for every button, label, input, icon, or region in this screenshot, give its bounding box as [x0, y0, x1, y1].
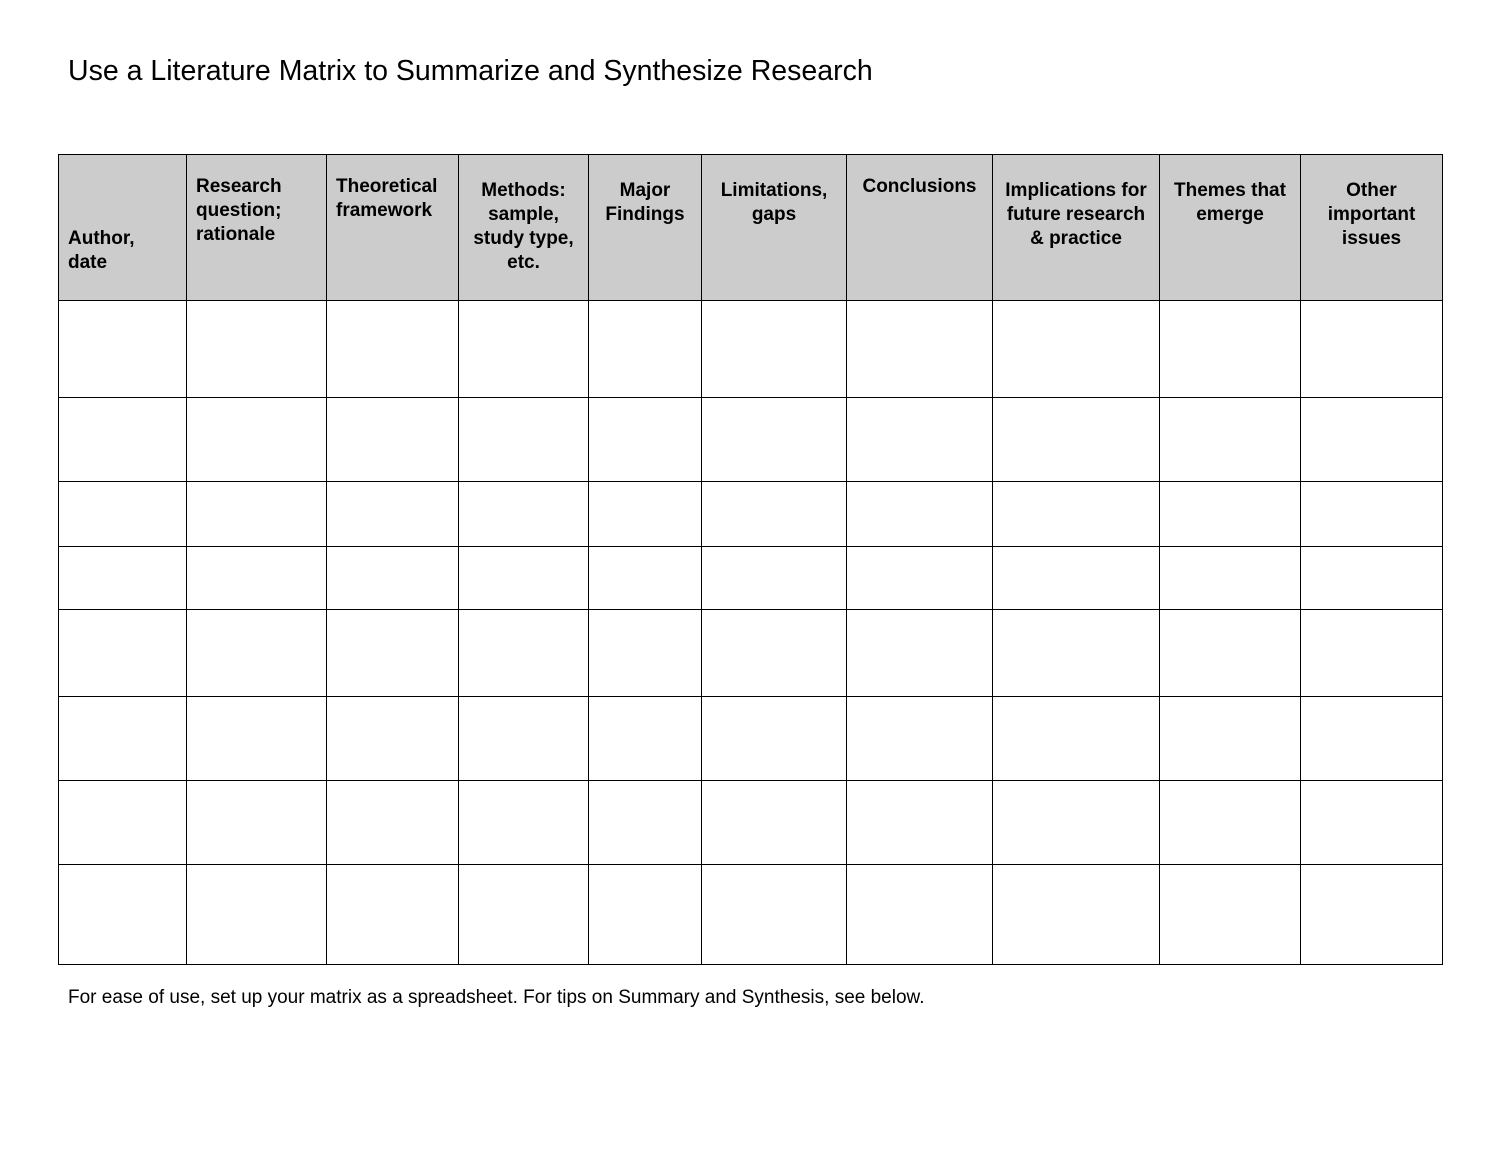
table-cell[interactable] [847, 301, 993, 398]
table-cell[interactable] [459, 547, 589, 610]
table-cell[interactable] [1301, 781, 1443, 865]
table-cell[interactable] [702, 398, 847, 482]
table-cell[interactable] [187, 610, 327, 697]
table-row [59, 547, 1443, 610]
table-cell[interactable] [327, 398, 459, 482]
table-cell[interactable] [589, 482, 702, 547]
table-cell[interactable] [327, 482, 459, 547]
table-cell[interactable] [459, 482, 589, 547]
table-cell[interactable] [327, 781, 459, 865]
table-cell[interactable] [327, 610, 459, 697]
column-header-research-question: Research question; rationale [187, 155, 327, 301]
table-cell[interactable] [187, 482, 327, 547]
table-cell[interactable] [1160, 865, 1301, 965]
table-row [59, 482, 1443, 547]
table-header-row [59, 155, 1443, 301]
table-cell[interactable] [1160, 398, 1301, 482]
table-cell[interactable] [993, 610, 1160, 697]
table-cell[interactable] [59, 865, 187, 965]
table-cell[interactable] [589, 547, 702, 610]
table-cell[interactable] [993, 697, 1160, 781]
literature-matrix-table [58, 154, 1443, 965]
table-cell[interactable] [187, 781, 327, 865]
table-cell[interactable] [993, 547, 1160, 610]
column-header-author-date: Author, date [59, 155, 187, 301]
table-cell[interactable] [59, 697, 187, 781]
table-cell[interactable] [702, 781, 847, 865]
table-cell[interactable] [1160, 482, 1301, 547]
table-cell[interactable] [1160, 547, 1301, 610]
table-cell[interactable] [847, 697, 993, 781]
column-header-implications: Implications for future research & practice [993, 155, 1160, 301]
table-cell[interactable] [589, 781, 702, 865]
table-cell[interactable] [993, 482, 1160, 547]
table-row [59, 301, 1443, 398]
table-cell[interactable] [187, 697, 327, 781]
table-cell[interactable] [1301, 301, 1443, 398]
table-cell[interactable] [589, 301, 702, 398]
column-header-themes: Themes that emerge [1160, 155, 1301, 301]
table-cell[interactable] [459, 865, 589, 965]
table-cell[interactable] [847, 865, 993, 965]
table-cell[interactable] [459, 301, 589, 398]
table-cell[interactable] [847, 610, 993, 697]
table-cell[interactable] [1160, 610, 1301, 697]
table-cell[interactable] [59, 301, 187, 398]
table-cell[interactable] [847, 781, 993, 865]
table-cell[interactable] [702, 610, 847, 697]
table-cell[interactable] [59, 482, 187, 547]
table-cell[interactable] [59, 547, 187, 610]
table-cell[interactable] [702, 865, 847, 965]
table-cell[interactable] [847, 547, 993, 610]
table-cell[interactable] [459, 398, 589, 482]
table-cell[interactable] [1160, 781, 1301, 865]
table-cell[interactable] [187, 301, 327, 398]
table-cell[interactable] [59, 398, 187, 482]
table-cell[interactable] [1301, 697, 1443, 781]
column-header-major-findings: Major Findings [589, 155, 702, 301]
table-cell[interactable] [459, 781, 589, 865]
table-cell[interactable] [59, 781, 187, 865]
table-cell[interactable] [327, 301, 459, 398]
table-cell[interactable] [327, 865, 459, 965]
table-cell[interactable] [1301, 398, 1443, 482]
table-cell[interactable] [993, 301, 1160, 398]
table-cell[interactable] [589, 697, 702, 781]
column-header-limitations: Limitations, gaps [702, 155, 847, 301]
table-cell[interactable] [187, 398, 327, 482]
table-row [59, 610, 1443, 697]
table-cell[interactable] [993, 865, 1160, 965]
column-header-methods: Methods: sample, study type, etc. [459, 155, 589, 301]
table-cell[interactable] [589, 610, 702, 697]
table-row [59, 781, 1443, 865]
table-cell[interactable] [1301, 865, 1443, 965]
table-cell[interactable] [1160, 697, 1301, 781]
table-cell[interactable] [847, 398, 993, 482]
page-title: Use a Literature Matrix to Summarize and Synthesize Research [68, 55, 873, 87]
table-cell[interactable] [459, 697, 589, 781]
table-cell[interactable] [847, 482, 993, 547]
table-cell[interactable] [1301, 547, 1443, 610]
table-cell[interactable] [589, 865, 702, 965]
column-header-conclusions: Conclusions [847, 155, 993, 301]
table-cell[interactable] [993, 398, 1160, 482]
table-cell[interactable] [187, 865, 327, 965]
table-cell[interactable] [702, 482, 847, 547]
table-cell[interactable] [702, 301, 847, 398]
table-cell[interactable] [1301, 610, 1443, 697]
table-cell[interactable] [327, 697, 459, 781]
column-header-theoretical-framework: Theoretical framework [327, 155, 459, 301]
table-cell[interactable] [327, 547, 459, 610]
table-row [59, 398, 1443, 482]
table-cell[interactable] [1160, 301, 1301, 398]
table-cell[interactable] [1301, 482, 1443, 547]
table-cell[interactable] [702, 547, 847, 610]
footnote-text: For ease of use, set up your matrix as a spreadsheet. For tips on Summary and Synthesis, see below. [68, 987, 925, 1008]
column-header-other-issues: Other important issues [1301, 155, 1443, 301]
table-cell[interactable] [459, 610, 589, 697]
table-cell[interactable] [702, 697, 847, 781]
table-row [59, 865, 1443, 965]
table-cell[interactable] [187, 547, 327, 610]
table-row [59, 697, 1443, 781]
table-cell[interactable] [589, 398, 702, 482]
table-cell[interactable] [59, 610, 187, 697]
table-cell[interactable] [993, 781, 1160, 865]
